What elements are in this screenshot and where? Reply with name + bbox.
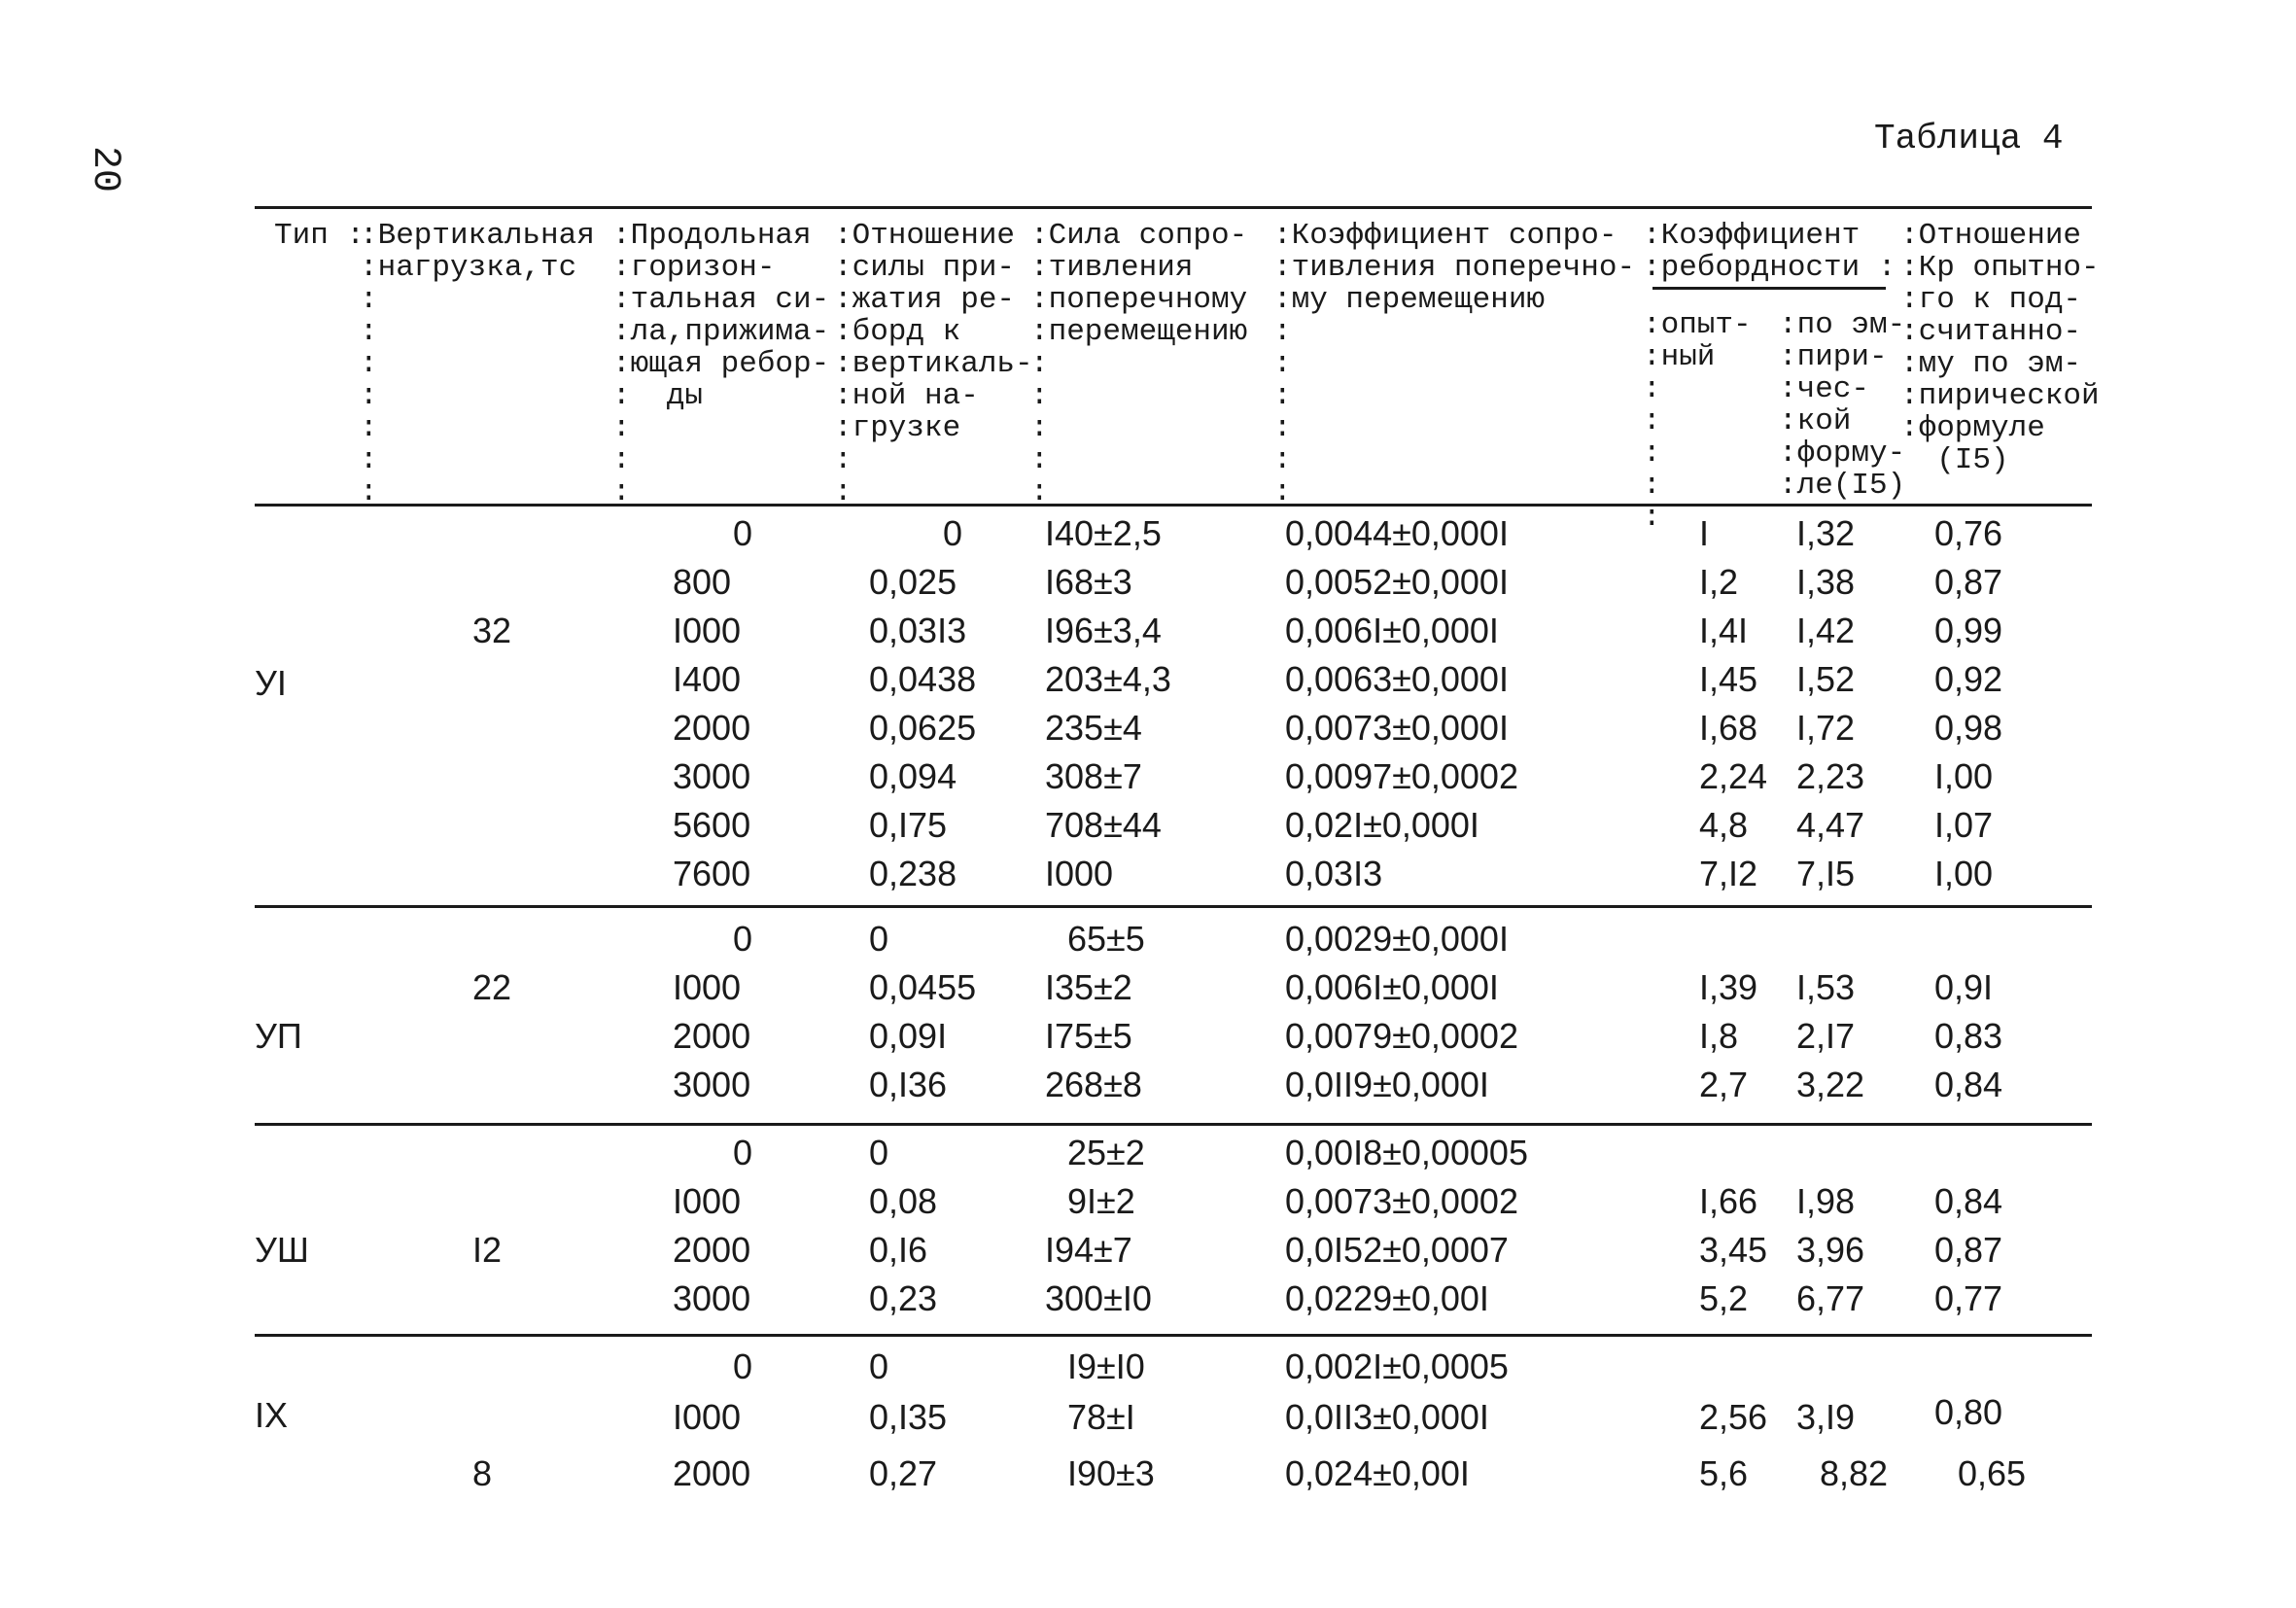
header-flange-underline: [1652, 287, 1886, 290]
cell-resist: 308±7: [1045, 756, 1142, 796]
cell-ratio: 0,094: [869, 756, 957, 796]
group-type: УП: [255, 1016, 302, 1056]
cell-emp: 2,23: [1796, 756, 1865, 796]
group-load: 8: [472, 1453, 493, 1493]
cell-emp: I,52: [1796, 659, 1856, 699]
cell-coef: 0,0II3±0,000I: [1285, 1397, 1489, 1437]
header-rel: :Отношение :Кр опытно- :го к под- :считанно- :му по эм- :пирической :формуле (I5): [1900, 219, 2100, 477]
cell-resist: I94±7: [1045, 1230, 1132, 1270]
cell-force: 0: [733, 919, 753, 959]
cell-emp: I,53: [1796, 967, 1856, 1007]
cell-exp: I,39: [1699, 967, 1758, 1007]
cell-resist: 300±I0: [1045, 1278, 1152, 1318]
cell-exp: I,2: [1699, 562, 1739, 602]
cell-coef: 0,00I8±0,00005: [1285, 1133, 1528, 1172]
cell-rel: 0,87: [1934, 562, 2003, 602]
cell-ratio: 0: [943, 513, 963, 553]
cell-coef: 0,0I52±0,0007: [1285, 1230, 1509, 1270]
header-type: Тип :: [274, 219, 365, 253]
header-load: :Вертикальная :нагрузка,тс : : : : : : :: [360, 219, 595, 509]
cell-emp: 7,I5: [1796, 854, 1856, 893]
cell-resist: 9I±2: [1067, 1181, 1135, 1221]
cell-force: 0: [733, 513, 753, 553]
cell-rel: I,00: [1934, 756, 1994, 796]
cell-coef: 0,0229±0,00I: [1285, 1278, 1489, 1318]
group-type: УШ: [255, 1230, 309, 1270]
cell-exp: 4,8: [1699, 805, 1749, 845]
cell-force: 0: [733, 1133, 753, 1172]
cell-resist: 65±5: [1067, 919, 1145, 959]
cell-coef: 0,0079±0,0002: [1285, 1016, 1518, 1056]
cell-resist: I000: [1045, 854, 1114, 893]
cell-resist: 203±4,3: [1045, 659, 1171, 699]
cell-coef: 0,0029±0,000I: [1285, 919, 1509, 959]
cell-exp: I,45: [1699, 659, 1758, 699]
cell-rel: 0,76: [1934, 513, 2003, 553]
group-type: IX: [255, 1395, 289, 1435]
header-resist: :Сила сопро- :тивления :поперечному :перемещению : : : : :: [1030, 219, 1248, 509]
cell-exp: I,4I: [1699, 611, 1749, 650]
cell-exp: I,66: [1699, 1181, 1758, 1221]
cell-force: 800: [673, 562, 732, 602]
cell-emp: I,72: [1796, 708, 1856, 748]
cell-force: 3000: [673, 756, 751, 796]
cell-ratio: 0,0455: [869, 967, 977, 1007]
cell-resist: I35±2: [1045, 967, 1132, 1007]
cell-coef: 0,002I±0,0005: [1285, 1346, 1509, 1386]
table-top-rule: [255, 206, 2092, 209]
header-ratio: :Отношение :силы при- :жатия ре- :борд к :вертикаль- :ной на- :грузке : :: [834, 219, 1033, 509]
cell-ratio: 0,I75: [869, 805, 948, 845]
cell-coef: 0,0073±0,0002: [1285, 1181, 1518, 1221]
cell-exp: 2,56: [1699, 1397, 1768, 1437]
cell-rel: 0,65: [1958, 1453, 2027, 1493]
page-number: 20: [83, 146, 126, 193]
cell-rel: I,00: [1934, 854, 1994, 893]
cell-force: 2000: [673, 708, 751, 748]
cell-ratio: 0: [869, 1346, 889, 1386]
cell-force: I000: [673, 1181, 742, 1221]
cell-ratio: 0,27: [869, 1453, 938, 1493]
group-load: 32: [472, 611, 512, 650]
cell-force: 3000: [673, 1278, 751, 1318]
cell-rel: 0,9I: [1934, 967, 1994, 1007]
cell-coef: 0,03I3: [1285, 854, 1383, 893]
cell-rel: I,07: [1934, 805, 1994, 845]
cell-emp: 6,77: [1796, 1278, 1865, 1318]
cell-force: 2000: [673, 1016, 751, 1056]
cell-ratio: 0,238: [869, 854, 957, 893]
cell-ratio: 0,03I3: [869, 611, 967, 650]
cell-rel: 0,92: [1934, 659, 2003, 699]
cell-ratio: 0,I36: [869, 1065, 948, 1104]
cell-force: 2000: [673, 1453, 751, 1493]
cell-ratio: 0,0625: [869, 708, 977, 748]
cell-rel: 0,98: [1934, 708, 2003, 748]
cell-coef: 0,0II9±0,000I: [1285, 1065, 1489, 1104]
cell-rel: 0,84: [1934, 1181, 2003, 1221]
cell-force: 2000: [673, 1230, 751, 1270]
cell-rel: 0,87: [1934, 1230, 2003, 1270]
cell-ratio: 0,I6: [869, 1230, 928, 1270]
cell-rel: 0,80: [1934, 1392, 2003, 1432]
cell-resist: I40±2,5: [1045, 513, 1162, 553]
cell-resist: 708±44: [1045, 805, 1162, 845]
cell-resist: 268±8: [1045, 1065, 1142, 1104]
cell-exp: 5,2: [1699, 1278, 1749, 1318]
cell-rel: 0,99: [1934, 611, 2003, 650]
cell-emp: I,98: [1796, 1181, 1856, 1221]
cell-emp: 3,I9: [1796, 1397, 1856, 1437]
cell-resist: I96±3,4: [1045, 611, 1162, 650]
cell-coef: 0,0044±0,000I: [1285, 513, 1509, 553]
cell-emp: 2,I7: [1796, 1016, 1856, 1056]
cell-resist: 78±I: [1067, 1397, 1135, 1437]
header-flange: :Коэффициент :ребордности :: [1643, 219, 1896, 285]
cell-force: 0: [733, 1346, 753, 1386]
cell-resist: I75±5: [1045, 1016, 1132, 1056]
cell-exp: 5,6: [1699, 1453, 1749, 1493]
header-exp: :опыт- :ный : : : : :: [1643, 308, 1752, 535]
cell-coef: 0,024±0,00I: [1285, 1453, 1470, 1493]
cell-coef: 0,0097±0,0002: [1285, 756, 1518, 796]
cell-ratio: 0,0438: [869, 659, 977, 699]
cell-resist: 25±2: [1067, 1133, 1145, 1172]
group-load: 22: [472, 967, 512, 1007]
cell-emp: I,32: [1796, 513, 1856, 553]
cell-coef: 0,0063±0,000I: [1285, 659, 1509, 699]
cell-emp: 3,96: [1796, 1230, 1865, 1270]
cell-exp: 2,7: [1699, 1065, 1749, 1104]
cell-ratio: 0,I35: [869, 1397, 948, 1437]
group-separator: [255, 905, 2092, 908]
group-separator: [255, 1334, 2092, 1337]
cell-force: I000: [673, 611, 742, 650]
cell-emp: 8,82: [1820, 1453, 1889, 1493]
group-load: I2: [472, 1230, 503, 1270]
cell-exp: 2,24: [1699, 756, 1768, 796]
cell-resist: I90±3: [1067, 1453, 1155, 1493]
header-coef: :Коэффициент сопро- :тивления поперечно- :му перемещению : : : : : :: [1273, 219, 1636, 509]
cell-force: 3000: [673, 1065, 751, 1104]
cell-rel: 0,83: [1934, 1016, 2003, 1056]
table-title: Таблица 4: [1874, 119, 2064, 158]
cell-resist: 235±4: [1045, 708, 1142, 748]
cell-ratio: 0,025: [869, 562, 957, 602]
cell-coef: 0,0073±0,000I: [1285, 708, 1509, 748]
header-bottom-rule: [255, 504, 2092, 507]
cell-ratio: 0,08: [869, 1181, 938, 1221]
cell-force: 5600: [673, 805, 751, 845]
cell-emp: I,42: [1796, 611, 1856, 650]
cell-coef: 0,006I±0,000I: [1285, 967, 1499, 1007]
cell-emp: 3,22: [1796, 1065, 1865, 1104]
group-type: УI: [255, 663, 287, 703]
cell-resist: I9±I0: [1067, 1346, 1145, 1386]
cell-force: I000: [673, 967, 742, 1007]
cell-ratio: 0: [869, 1133, 889, 1172]
cell-force: 7600: [673, 854, 751, 893]
cell-ratio: 0,23: [869, 1278, 938, 1318]
cell-ratio: 0,09I: [869, 1016, 948, 1056]
cell-exp: I,68: [1699, 708, 1758, 748]
cell-coef: 0,02I±0,000I: [1285, 805, 1479, 845]
cell-rel: 0,84: [1934, 1065, 2003, 1104]
header-emp: :по эм- :пири- :чес- :кой :форму- :ле(I5): [1779, 308, 1906, 503]
cell-ratio: 0: [869, 919, 889, 959]
cell-coef: 0,006I±0,000I: [1285, 611, 1499, 650]
cell-force: I400: [673, 659, 742, 699]
cell-exp: 7,I2: [1699, 854, 1758, 893]
cell-rel: 0,77: [1934, 1278, 2003, 1318]
group-separator: [255, 1123, 2092, 1126]
cell-emp: 4,47: [1796, 805, 1865, 845]
cell-exp: I: [1699, 513, 1710, 553]
cell-force: I000: [673, 1397, 742, 1437]
cell-emp: I,38: [1796, 562, 1856, 602]
cell-exp: 3,45: [1699, 1230, 1768, 1270]
header-force: :Продольная :горизон- :тальная си- :ла,прижима- :ющая ребор- : ды : : :: [612, 219, 830, 509]
cell-resist: I68±3: [1045, 562, 1132, 602]
cell-exp: I,8: [1699, 1016, 1739, 1056]
cell-coef: 0,0052±0,000I: [1285, 562, 1509, 602]
